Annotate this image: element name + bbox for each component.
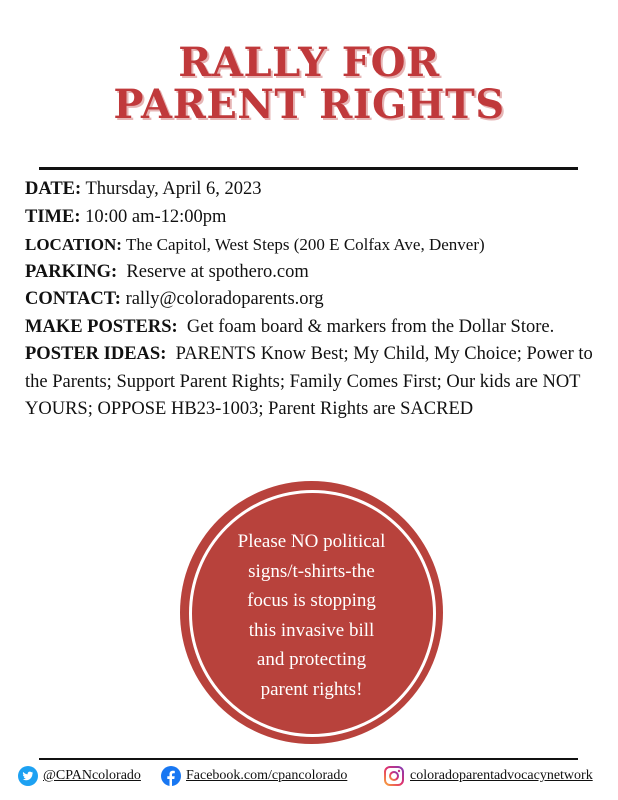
detail-location — [25, 231, 597, 259]
detail-label: TIME: — [25, 206, 81, 227]
detail-value: Thursday, April 6, 2023 — [85, 179, 262, 199]
detail-make-posters — [25, 314, 597, 342]
divider-bottom — [39, 758, 578, 760]
detail-value: Reserve at spothero.com — [126, 261, 309, 282]
detail-value: 10:00 am-12:00pm — [85, 206, 227, 227]
divider-top — [39, 167, 578, 170]
title-line-2: PARENT RIGHTS — [113, 81, 505, 128]
twitter-item — [18, 764, 141, 788]
facebook-item — [161, 764, 347, 788]
detail-label: PARKING: — [25, 261, 118, 282]
title-line-1: RALLY FOR — [178, 39, 440, 86]
detail-parking — [25, 259, 597, 287]
detail-contact — [25, 286, 597, 314]
detail-label: DATE: — [25, 179, 82, 199]
detail-time — [25, 204, 597, 232]
detail-label: POSTER IDEAS: — [25, 344, 167, 364]
twitter-icon — [18, 766, 38, 786]
detail-value: Get foam board & markers from the Dollar Store. — [186, 316, 555, 337]
detail-value: The Capitol, West Steps (200 E Colfax Ave, Denver) — [125, 235, 485, 254]
detail-date — [25, 176, 597, 204]
detail-value: rally@coloradoparents.org — [125, 289, 324, 309]
detail-label: CONTACT: — [25, 289, 121, 309]
notice-circle — [180, 481, 443, 744]
event-details — [25, 176, 597, 424]
facebook-icon — [161, 766, 181, 786]
twitter-handle-link[interactable]: @CPANcolorado — [43, 768, 141, 783]
notice-text: Please NO political signs/t-shirts-the focus is stopping this invasive bill and protecting parent rights! — [237, 531, 386, 700]
instagram-icon — [383, 765, 405, 787]
social-footer — [18, 764, 618, 788]
detail-label: MAKE POSTERS: — [25, 316, 178, 337]
instagram-link[interactable]: coloradoparentadvocacynetwork — [410, 768, 593, 783]
instagram-item — [383, 764, 593, 788]
facebook-link[interactable]: Facebook.com/cpancolorado — [186, 768, 348, 783]
detail-value: PARENTS Know Best; My Child, My Choice; Power to the Parents; Support Parent Rights; Family Comes First; Our kids are NOT YOURS; OPPOSE HB23-1003; Parent Rights are SACRED — [25, 344, 593, 419]
detail-label: LOCATION: — [25, 235, 122, 254]
detail-poster-ideas — [25, 341, 597, 424]
